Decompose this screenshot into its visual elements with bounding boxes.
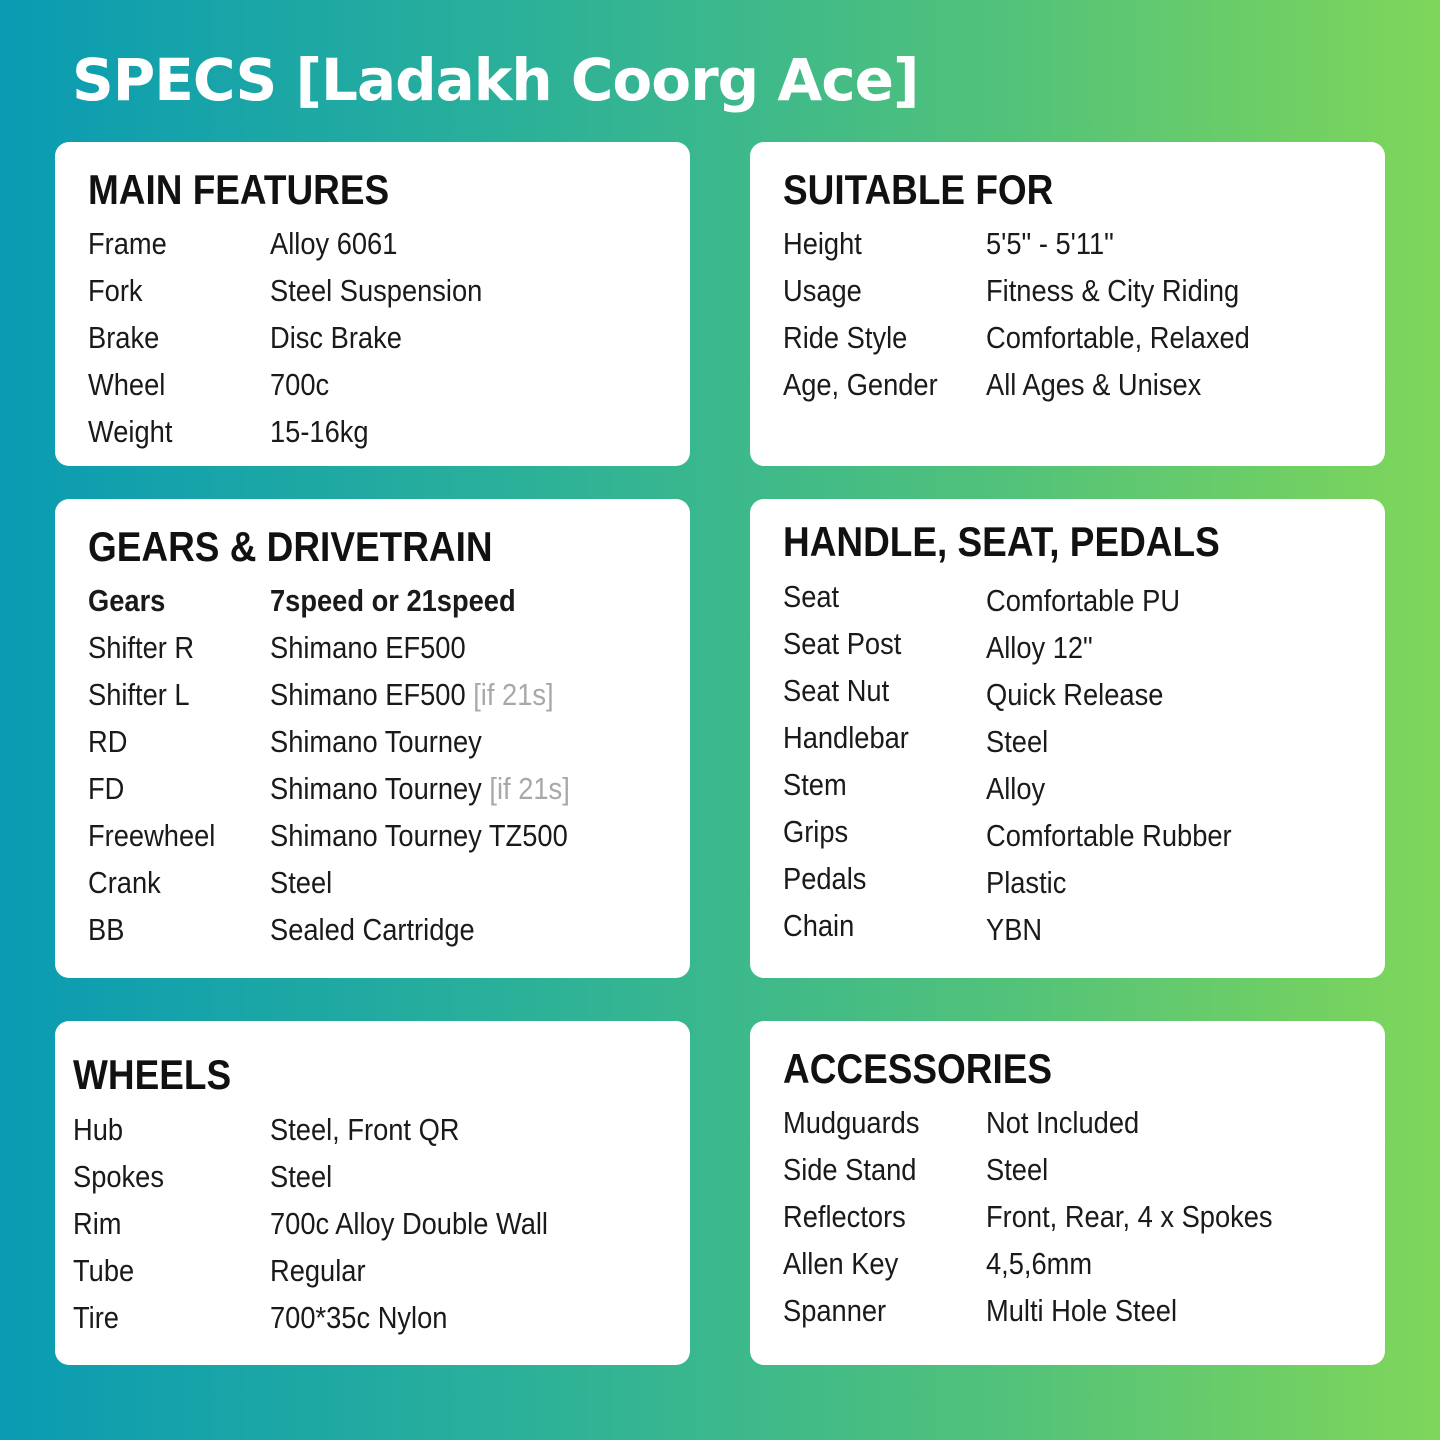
spec-label: Wheel bbox=[88, 367, 166, 402]
spec-row bbox=[783, 624, 1363, 664]
spec-value: 4,5,6mm bbox=[986, 1246, 1093, 1281]
spec-value: Comfortable Rubber bbox=[986, 818, 1232, 853]
suitable-for-heading: SUITABLE FOR bbox=[783, 166, 1054, 213]
spec-label: Rim bbox=[73, 1206, 122, 1241]
spec-value: Shimano Tourney bbox=[270, 771, 482, 806]
spec-value: 700*35c Nylon bbox=[270, 1300, 448, 1335]
spec-value-group bbox=[270, 769, 570, 809]
spec-label: Side Stand bbox=[783, 1152, 917, 1187]
spec-value: 7speed or 21speed bbox=[270, 583, 516, 618]
spec-row bbox=[88, 365, 668, 405]
accessories-heading: ACCESSORIES bbox=[783, 1045, 1053, 1092]
spec-row bbox=[88, 412, 668, 452]
spec-label: Usage bbox=[783, 273, 862, 308]
spec-label: Chain bbox=[783, 908, 855, 943]
handle-seat-pedals-heading: HANDLE, SEAT, PEDALS bbox=[783, 518, 1220, 565]
spec-value: 700c Alloy Double Wall bbox=[270, 1206, 548, 1241]
spec-value-group bbox=[270, 675, 554, 715]
spec-value: Shimano EF500 bbox=[270, 630, 466, 665]
spec-value: Steel bbox=[270, 1159, 333, 1194]
spec-label: Mudguards bbox=[783, 1105, 920, 1140]
spec-label: FD bbox=[88, 771, 125, 806]
spec-row bbox=[73, 1251, 673, 1291]
spec-value: All Ages & Unisex bbox=[986, 367, 1202, 402]
spec-label: Crank bbox=[88, 865, 161, 900]
spec-label: Weight bbox=[88, 414, 173, 449]
spec-label: Seat Post bbox=[783, 626, 902, 661]
spec-value: Plastic bbox=[986, 865, 1067, 900]
spec-label: Shifter L bbox=[88, 677, 190, 712]
spec-label: Height bbox=[783, 226, 862, 261]
spec-label: Handlebar bbox=[783, 720, 909, 755]
spec-value: 5'5" - 5'11" bbox=[986, 226, 1114, 261]
spec-label: Allen Key bbox=[783, 1246, 899, 1281]
spec-value: Quick Release bbox=[986, 677, 1164, 712]
spec-label: Shifter R bbox=[88, 630, 195, 665]
spec-note: [if 21s] bbox=[473, 677, 554, 712]
spec-label: Pedals bbox=[783, 861, 867, 896]
spec-row bbox=[783, 577, 1363, 617]
spec-label: Tire bbox=[73, 1300, 119, 1335]
spec-value: Regular bbox=[270, 1253, 366, 1288]
gears-drivetrain-heading: GEARS & DRIVETRAIN bbox=[88, 523, 493, 570]
spec-row bbox=[73, 1204, 673, 1244]
spec-value: Comfortable PU bbox=[986, 583, 1181, 618]
spec-label: Age, Gender bbox=[783, 367, 938, 402]
spec-row bbox=[783, 1150, 1363, 1190]
spec-label: Tube bbox=[73, 1253, 135, 1288]
spec-note: [if 21s] bbox=[489, 771, 570, 806]
spec-label: RD bbox=[88, 724, 128, 759]
spec-label: Brake bbox=[88, 320, 160, 355]
spec-row bbox=[88, 769, 668, 809]
spec-value: Not Included bbox=[986, 1105, 1140, 1140]
spec-value: Multi Hole Steel bbox=[986, 1293, 1178, 1328]
spec-row bbox=[783, 1291, 1363, 1331]
spec-label: Fork bbox=[88, 273, 143, 308]
spec-value: Steel bbox=[270, 865, 333, 900]
spec-label: Spanner bbox=[783, 1293, 887, 1328]
page-title: SPECS [Ladakh Coorg Ace] bbox=[72, 46, 919, 114]
spec-label: Ride Style bbox=[783, 320, 908, 355]
spec-value: 15-16kg bbox=[270, 414, 369, 449]
spec-row bbox=[88, 271, 668, 311]
spec-row bbox=[783, 271, 1363, 311]
spec-value: Comfortable, Relaxed bbox=[986, 320, 1250, 355]
spec-value: Steel Suspension bbox=[270, 273, 483, 308]
spec-row bbox=[73, 1157, 673, 1197]
spec-row bbox=[783, 1103, 1363, 1143]
spec-row bbox=[783, 318, 1363, 358]
spec-row bbox=[783, 765, 1363, 805]
spec-row bbox=[783, 671, 1363, 711]
spec-label: Spokes bbox=[73, 1159, 164, 1194]
spec-value: Steel, Front QR bbox=[270, 1112, 460, 1147]
spec-row bbox=[88, 722, 668, 762]
spec-row bbox=[88, 224, 668, 264]
main-features-card bbox=[55, 142, 690, 466]
spec-row bbox=[783, 1244, 1363, 1284]
spec-row bbox=[783, 859, 1363, 899]
spec-value: Sealed Cartridge bbox=[270, 912, 475, 947]
spec-value: Shimano EF500 bbox=[270, 677, 466, 712]
spec-row bbox=[88, 910, 668, 950]
spec-value: Shimano Tourney bbox=[270, 724, 482, 759]
spec-value: Steel bbox=[986, 724, 1049, 759]
spec-row bbox=[88, 816, 668, 856]
wheels-card bbox=[55, 1021, 690, 1365]
spec-row bbox=[783, 906, 1363, 946]
spec-label: Frame bbox=[88, 226, 167, 261]
spec-label: Reflectors bbox=[783, 1199, 906, 1234]
spec-value: YBN bbox=[986, 912, 1043, 947]
spec-label: Seat bbox=[783, 579, 840, 614]
spec-label: Seat Nut bbox=[783, 673, 890, 708]
spec-value: Disc Brake bbox=[270, 320, 402, 355]
spec-label: Grips bbox=[783, 814, 849, 849]
spec-value: Fitness & City Riding bbox=[986, 273, 1240, 308]
spec-label: Freewheel bbox=[88, 818, 216, 853]
spec-row bbox=[88, 581, 668, 621]
spec-row bbox=[88, 628, 668, 668]
spec-row bbox=[73, 1298, 673, 1338]
spec-label: Stem bbox=[783, 767, 847, 802]
suitable-for-card bbox=[750, 142, 1385, 466]
gears-drivetrain-card bbox=[55, 499, 690, 978]
spec-row bbox=[73, 1110, 673, 1150]
accessories-card bbox=[750, 1021, 1385, 1365]
spec-value: Alloy 6061 bbox=[270, 226, 398, 261]
wheels-heading: WHEELS bbox=[73, 1051, 232, 1098]
spec-value: Steel bbox=[986, 1152, 1049, 1187]
spec-value: Shimano Tourney TZ500 bbox=[270, 818, 568, 853]
spec-value: Alloy 12" bbox=[986, 630, 1093, 665]
spec-row bbox=[88, 318, 668, 358]
spec-value: 700c bbox=[270, 367, 330, 402]
spec-row bbox=[783, 812, 1363, 852]
main-features-heading: MAIN FEATURES bbox=[88, 166, 390, 213]
spec-row bbox=[783, 718, 1363, 758]
spec-row bbox=[783, 224, 1363, 264]
spec-label: BB bbox=[88, 912, 125, 947]
spec-label: Hub bbox=[73, 1112, 124, 1147]
spec-value: Front, Rear, 4 x Spokes bbox=[986, 1199, 1273, 1234]
handle-seat-pedals-card bbox=[750, 499, 1385, 978]
spec-row bbox=[88, 675, 668, 715]
spec-label: Gears bbox=[88, 583, 166, 618]
spec-row bbox=[88, 863, 668, 903]
spec-value: Alloy bbox=[986, 771, 1046, 806]
spec-row bbox=[783, 1197, 1363, 1237]
spec-row bbox=[783, 365, 1363, 405]
